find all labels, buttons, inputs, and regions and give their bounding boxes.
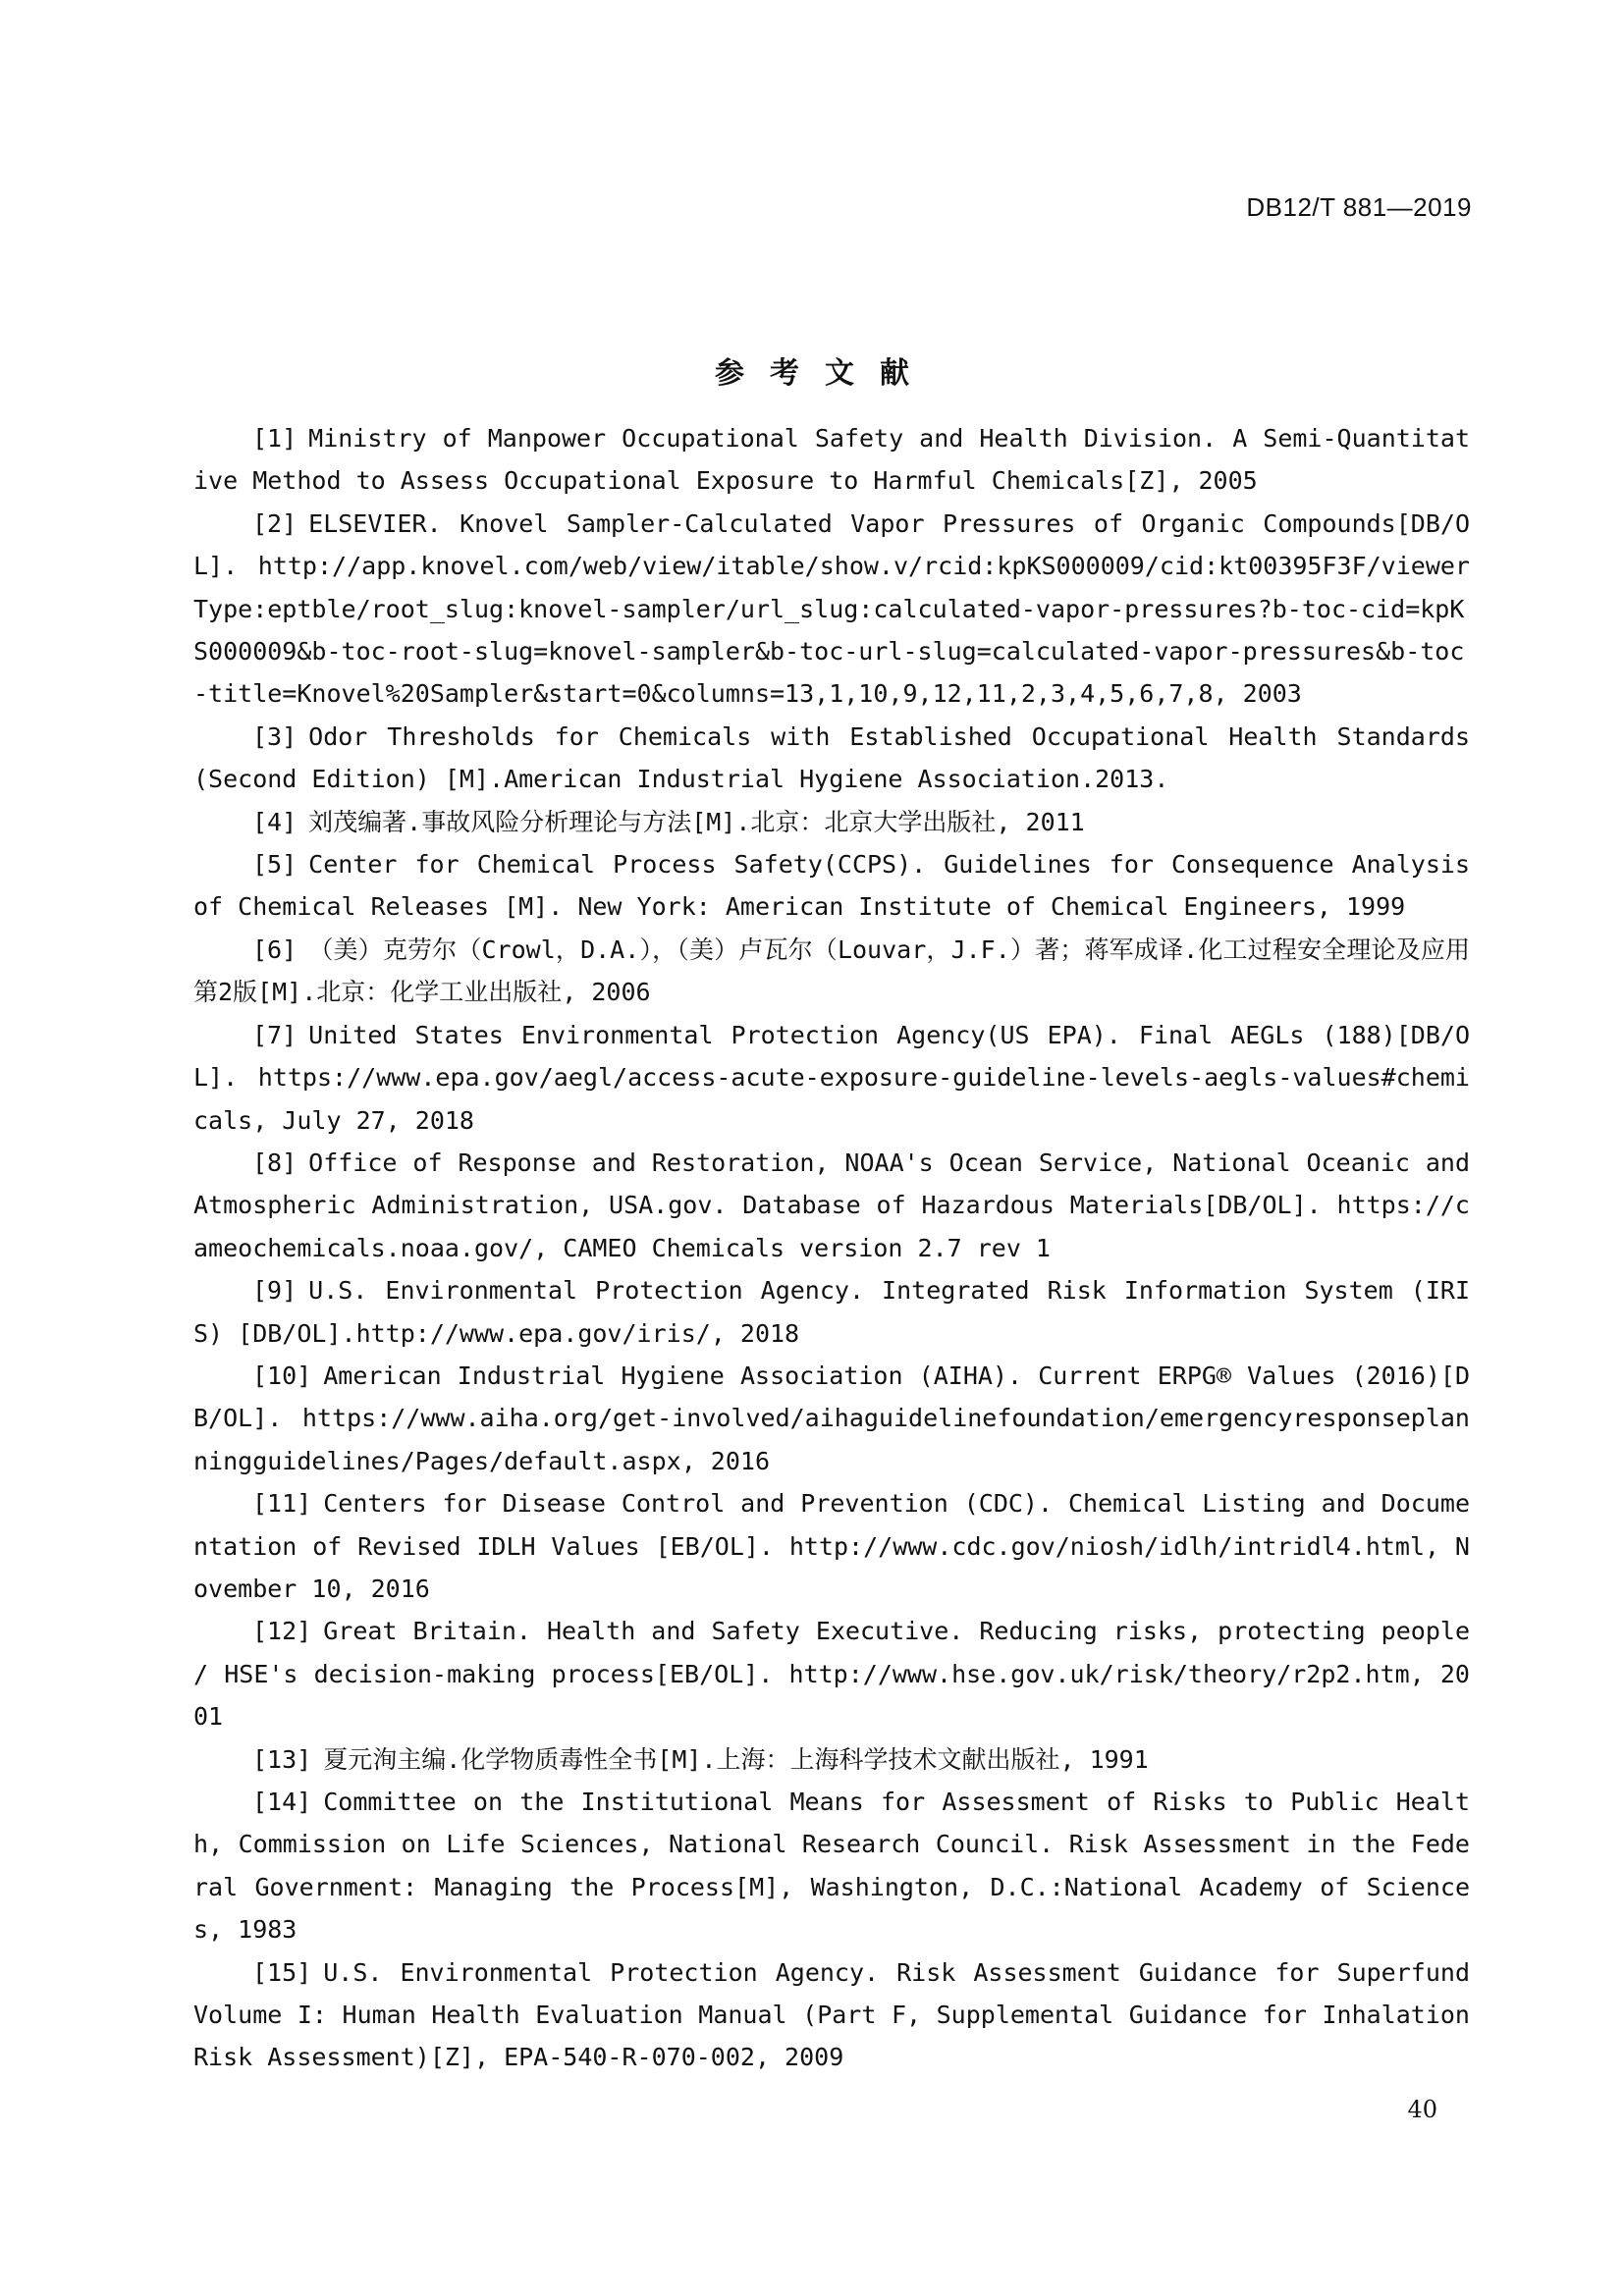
reference-text: Great Britain. Health and Safety Executive. Reducing risks, protecting people / HSE's decision-making process[EB/OL]. http://www.hse.gov.uk/risk/theory/r2p2.htm, 2001 [193,1617,1470,1732]
reference-number: [8] [252,1148,298,1177]
reference-item [193,1781,1470,1951]
reference-text: Odor Thresholds for Chemicals with Established Occupational Health Standards (Second Edition) [M].American Industrial Hygiene Association.2013. [193,721,1470,794]
reference-item [193,417,1470,503]
reference-number: [9] [252,1276,298,1306]
reference-number: [6] [252,934,298,964]
reference-item [193,1738,1470,1781]
reference-number: [3] [252,721,298,751]
reference-text: United States Environmental Protection Agency(US EPA). Final AEGLs (188)[DB/OL]. https://www.epa.gov/aegl/access-acute-exposure-guideline-levels-aegls-values#chemicals, July 27, 2018 [193,1020,1470,1135]
reference-text: U.S. Environmental Protection Agency. Risk Assessment Guidance for Superfund Volume I: Human Health Evaluation Manual (Part F, Supplemental Guidance for Inhalation Risk Assessment)[Z], EPA-540-R-070-002, 2009 [193,1957,1470,2072]
reference-item [193,1142,1470,1269]
reference-text: ELSEVIER. Knovel Sampler-Calculated Vapor Pressures of Organic Compounds[DB/OL]. http://app.knovel.com/web/view/itable/show.v/rcid:kpKS000009/cid:kt00395F3F/viewerType:eptble/root_slug:knovel-sampler/url_slug:calculated-vapor-pressures?b-toc-cid=kpKS000009&b-toc-root-slug=knovel-sampler&b-toc-url-slug=calculated-vapor-pressures&b-toc-title=Knovel%20Sampler&start=0&columns=13,1,10,9,12,11,2,3,4,5,6,7,8, 2003 [193,508,1470,709]
reference-item [193,716,1470,801]
reference-number: [2] [252,508,298,538]
reference-text: U.S. Environmental Protection Agency. Integrated Risk Information System (IRIS) [DB/OL].http://www.epa.gov/iris/, 2018 [193,1276,1470,1348]
reference-item [193,801,1470,843]
reference-text: Centers for Disease Control and Prevention (CDC). Chemical Listing and Documentation of Revised IDLH Values [EB/OL]. http://www.cdc.gov/niosh/idlh/intridl4.html, November 10, 2016 [193,1489,1470,1603]
reference-item [193,1014,1470,1142]
reference-text: 夏元洵主编.化学物质毒性全书[M].上海：上海科学技术文献出版社, 1991 [323,1744,1149,1774]
reference-number: [14] [252,1788,312,1816]
reference-number: [5] [252,850,298,880]
reference-text: American Industrial Hygiene Association (AIHA). Current ERPG® Values (2016)[DB/OL]. https://www.aiha.org/get-involved/aihaguidelinefoundation/emergencyresponseplanningguidelines/Pages/default.aspx, 2016 [193,1361,1470,1475]
reference-text: （美）克劳尔（Crowl，D.A.），（美）卢瓦尔（Louvar，J.F.）著；蒋军成译.化工过程安全理论及应用 第2版[M].北京：化学工业出版社, 2006 [193,934,1470,1007]
reference-item [193,503,1470,716]
reference-number: [13] [252,1744,312,1774]
reference-number: [1] [252,424,298,453]
section-title: 参考文献 [715,356,935,391]
reference-item [193,843,1470,929]
reference-number: [15] [252,1957,312,1987]
reference-item [193,1951,1470,2079]
reference-number: [7] [252,1020,298,1049]
reference-item [193,929,1470,1014]
reference-text: Committee on the Institutional Means for Assessment of Risks to Public Health, Commission on Life Sciences, National Research Council. Risk Assessment in the Federal Government: Managing the Process[M], Washington, D.C.:National Academy of Sciences, 1983 [193,1788,1470,1945]
reference-item [193,1610,1470,1737]
reference-number: [10] [252,1361,312,1390]
standard-code: DB12/T 881—2019 [1246,192,1472,222]
reference-number: [4] [252,807,298,836]
reference-list [193,417,1470,2079]
reference-text: Office of Response and Restoration, NOAA's Ocean Service, National Oceanic and Atmospheric Administration, USA.gov. Database of Hazardous Materials[DB/OL]. https://cameochemicals.noaa.gov/, CAMEO Chemicals version 2.7 rev 1 [193,1148,1470,1262]
reference-item [193,1355,1470,1482]
reference-text: Center for Chemical Process Safety(CCPS). Guidelines for Consequence Analysis of Chemical Releases [M]. New York: American Institute of Chemical Engineers, 1999 [193,850,1470,922]
reference-item [193,1269,1470,1355]
reference-text: Ministry of Manpower Occupational Safety and Health Division. A Semi-Quantitative Method to Assess Occupational Exposure to Harmful Chemicals[Z], 2005 [193,424,1470,496]
reference-text: 刘茂编著.事故风险分析理论与方法[M].北京：北京大学出版社, 2011 [308,807,1085,836]
reference-number: [12] [252,1617,312,1646]
page-number: 40 [1407,2096,1437,2123]
reference-number: [11] [252,1489,312,1519]
reference-item [193,1482,1470,1610]
